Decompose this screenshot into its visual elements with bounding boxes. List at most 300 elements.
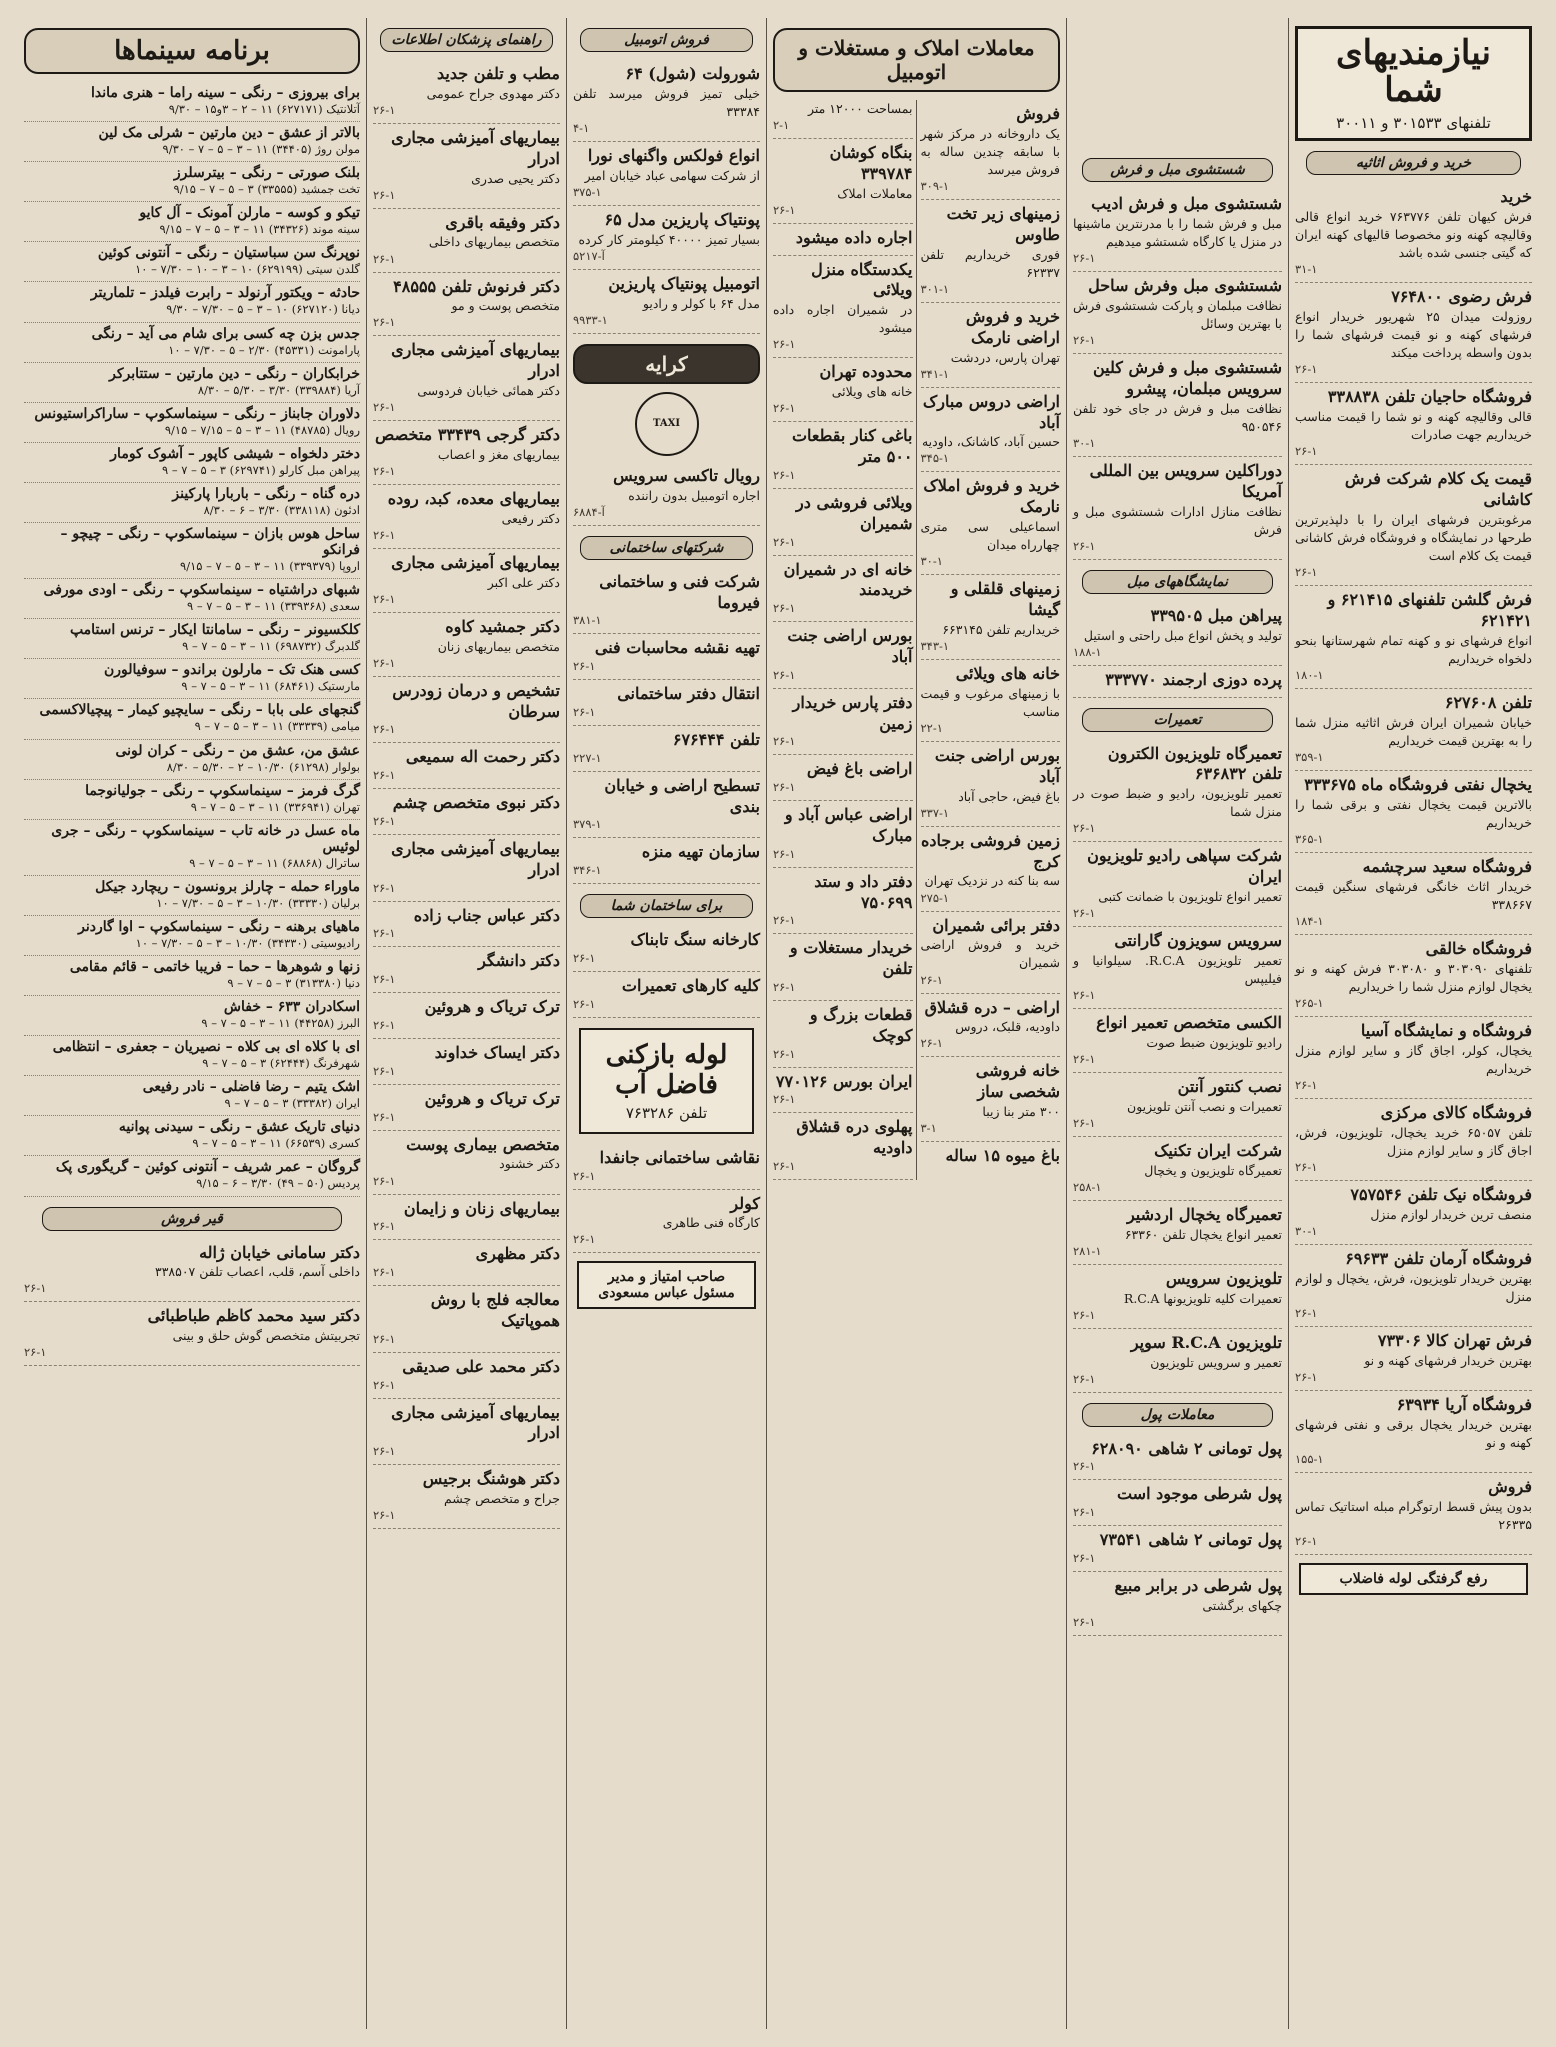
ad-heading: دکتر جمشید کاوه	[445, 616, 560, 636]
ad-heading: تسطیح اراضی و خیابان بندی	[604, 775, 760, 816]
plumbing-ad-box	[579, 1028, 754, 1134]
ad-heading: دلاوران جابناز – رنگی – سینماسکوپ – ساراکراستیونس	[34, 405, 360, 422]
ad-heading: دکتر سید محمد کاظم طباطبائی	[147, 1306, 360, 1326]
masthead-title: نیازمندیهای شما	[1336, 33, 1491, 111]
column-real-estate	[766, 18, 1066, 2029]
cinema-listing	[24, 1156, 360, 1196]
ad-heading: اتومبیل پونتیاک پاریزین	[608, 273, 760, 293]
ad-list	[1073, 190, 1282, 560]
classified-ad	[773, 1001, 913, 1068]
ad-heading: ماوراء حمله – چارلز برونسون – ریچارد جیکل	[95, 878, 360, 895]
section-header: قیر فروش	[42, 1207, 342, 1231]
ad-code: ۲۶-۱	[1073, 1459, 1096, 1474]
ad-code: ۲۶-۱	[773, 913, 796, 928]
ad-code: ۲۶-۱	[773, 780, 796, 795]
ad-heading: فرش تهران کالا ۷۳۳۰۶	[1377, 1331, 1532, 1351]
classified-ad	[1295, 771, 1532, 853]
ad-body: متخصص پوست و مو	[451, 298, 560, 314]
ad-code: ۲۶-۱	[773, 468, 796, 482]
ad-code: ۲۶-۱	[1295, 1534, 1318, 1549]
section-header: راهنمای پزشکان اطلاعات	[380, 28, 553, 52]
ad-heading: قیمت یک کلام شرکت فرش کاشانی	[1344, 469, 1532, 509]
ad-body: بدون پیش قسط ارتوگرام مبله استاتیک تماس ۲۶۳۳۵	[1295, 1499, 1532, 1533]
ad-heading: متخصص بیماری پوست	[406, 1134, 560, 1154]
ad-heading: شرکت ایران تکنیک	[1154, 1140, 1282, 1160]
ad-heading: نصب کنتور آنتن	[1177, 1077, 1282, 1097]
classified-ad	[773, 868, 913, 935]
ad-heading: پول تومانی ۲ شاهی ۶۲۸۰۹۰	[1091, 1438, 1282, 1458]
classified-ad	[573, 680, 760, 726]
ad-code: ۲۶-۱	[373, 1018, 396, 1033]
ad-code: ۲۶-۱	[573, 1232, 596, 1247]
ad-heading: فروشگاه نیک تلفن ۷۵۷۵۴۶	[1350, 1185, 1532, 1205]
ad-heading: معالجه فلج با روش هموپاتیک	[430, 1290, 560, 1330]
classified-ad	[1073, 1009, 1282, 1073]
ad-heading: شستشوی مبل و فرش کلین سرویس مبلمان، پیشرو	[1092, 358, 1282, 398]
classified-ad	[921, 827, 1061, 912]
ad-heading: اراضی باغ فیض	[806, 759, 913, 779]
classified-ad	[373, 1240, 560, 1286]
ad-heading: تلویزیون سرویس	[1165, 1268, 1282, 1288]
ad-heading: فروشگاه آرمان تلفن ۶۹۶۳۳	[1345, 1249, 1532, 1269]
ad-body: گلدن سیتی (۶۲۹۱۹۹) ۱۰ – ۳ – ۱۰ – ۷/۳۰ – ۱۰	[135, 262, 360, 277]
ad-body: مارستیک (۶۸۴۶۱) ۱۱ – ۳ – ۵ – ۷ – ۹	[181, 679, 360, 694]
ad-heading: اجاره داده میشود	[795, 227, 913, 247]
ad-code: ۲-۱	[773, 118, 790, 133]
ad-code: ۲۶-۱	[373, 187, 396, 202]
classified-ad	[773, 1068, 913, 1114]
ad-heading: بلنک صورتی – رنگی – بیترسلرز	[173, 165, 360, 182]
ad-body: نظافت مبل و فرش در جای خود تلفن ۹۵۰۵۴۶	[1073, 400, 1282, 434]
ad-code: ۱۵۵-۱	[1295, 1452, 1324, 1467]
ad-code: ۲۶-۱	[373, 1173, 396, 1188]
ad-heading: ویلائی فروشی در شمیران	[796, 493, 913, 533]
ad-heading: دفتر داد و ستد ۷۵۰۶۹۹	[814, 871, 913, 912]
ad-list	[573, 568, 760, 884]
ad-code: ۲۶-۱	[373, 1377, 396, 1392]
ad-code: ۲۶-۱	[573, 950, 596, 965]
cinema-listing	[24, 122, 360, 162]
ad-code: ۲۶-۱	[373, 1219, 396, 1234]
ad-code: ۲۶-۱	[1295, 1306, 1318, 1321]
ad-heading: شبهای دراشتیاه – سینماسکوپ – رنگی – اودی مورفی	[43, 582, 360, 599]
ad-code: ۳۴۵-۱	[920, 451, 950, 466]
ad-code: ۲۶-۱	[373, 591, 396, 606]
ad-heading: دکتر عباس جناب زاده	[413, 905, 560, 925]
ad-code: ۲۶-۱	[1073, 1052, 1096, 1067]
ad-heading: خرید	[1500, 186, 1532, 206]
classified-ad	[24, 1239, 360, 1303]
ad-body: دیانا (۶۲۷۱۲۰) ۱۰ – ۳ – ۵ – ۷/۳۰ – ۹/۳۰	[166, 302, 360, 317]
ad-code: ۲۶-۱	[1073, 251, 1096, 266]
ad-code: ۲۵۸-۱	[1073, 1179, 1102, 1194]
classified-ad	[1073, 927, 1282, 1009]
ad-body: با زمینهای مرغوب و قیمت مناسب	[920, 685, 1060, 719]
classified-ad	[573, 60, 760, 142]
ad-heading: رویال تاکسی سرویس	[613, 465, 760, 485]
ad-body: خرید و فروش اراضی شمیران	[920, 937, 1060, 971]
classified-ad	[373, 835, 560, 902]
ad-body: فوری خریداریم تلفن ۶۲۳۳۷	[920, 246, 1060, 280]
ad-body: فرش کیهان تلفن ۷۶۳۷۷۶ خرید انواع قالی وقالیچه کهنه ونو مخصوصا قالیهای کهنه ایران که گیتی جنسی شده باشد	[1295, 208, 1532, 260]
classified-ad	[773, 139, 913, 224]
ad-heading: اراضی عباس آباد و مبارک	[784, 805, 913, 845]
ad-code: ۲۶-۱	[373, 1109, 396, 1124]
classified-ad	[373, 485, 560, 549]
ad-list	[1073, 740, 1282, 1393]
classified-ad	[1295, 1473, 1532, 1555]
ad-body: سعدی (۳۳۹۳۶۸) ۱۱ – ۳ – ۵ – ۷ – ۹	[187, 599, 360, 614]
ad-list	[373, 60, 560, 1529]
classified-ad	[573, 462, 760, 526]
ad-heading: خرید و فروش املاک نارمک	[923, 476, 1060, 517]
section-banner: برنامه سینماها	[24, 28, 360, 74]
ad-body: تعمیر انواع یخچال تلفن ۶۳۳۶۰	[1124, 1226, 1282, 1242]
ad-heading: تعمیرگاه تلویزیون الکترون تلفن ۶۳۶۸۳۲	[1107, 743, 1282, 784]
ad-heading: ترک تریاک و هروئین	[424, 1088, 560, 1108]
classified-ad	[773, 1113, 913, 1180]
ad-heading: فروشگاه خالقی	[1425, 939, 1532, 959]
ad-heading: فروشگاه آریا ۶۳۹۳۴	[1396, 1395, 1532, 1415]
classified-ad	[921, 200, 1061, 303]
ad-body: پیراهن مبل کارلو (۶۲۹۷۴۱) ۳ – ۵ – ۷ – ۹	[162, 462, 360, 477]
ad-body: از شرکت سهامی عباد خیابان امیر	[584, 167, 760, 183]
classified-ad	[373, 1039, 560, 1085]
ad-code: ۲۶-۱	[920, 1036, 943, 1051]
classified-ad	[773, 934, 913, 1001]
classified-ad	[1295, 1327, 1532, 1391]
classified-ad	[921, 660, 1061, 742]
ad-heading: شرکت سپاهی رادیو تلویزیون ایران	[1087, 846, 1282, 887]
ad-body: نظافت مبلمان و پارکت شستشوی فرش با بهترین وسائل	[1073, 297, 1282, 331]
ad-code: ۲۶-۱	[1295, 1078, 1318, 1093]
ad-code: ۳۰۹-۱	[920, 179, 950, 194]
ad-code: ۲۶-۱	[373, 768, 396, 783]
ad-heading: بیماریهای آمیزشی مجاری ادرار	[391, 1402, 560, 1443]
ad-heading: دکتر محمد علی صدیقی	[402, 1356, 560, 1376]
ad-code: ۲۶-۱	[1073, 1307, 1096, 1322]
ad-heading: عشق من، عشق من – رنگی – کران لونی	[115, 742, 360, 759]
classified-ad	[573, 726, 760, 772]
classified-ad	[773, 689, 913, 756]
cinema-listing	[24, 443, 360, 483]
ad-code: ۲۶-۱	[920, 972, 943, 987]
ad-heading: شستشوی مبل وفرش ساحل	[1088, 276, 1282, 296]
classified-ad	[773, 755, 913, 801]
cinema-listing	[24, 82, 360, 122]
ad-body: مولن روژ (۳۴۴۰۵) ۱۱ – ۳ – ۵ – ۷ – ۹/۳۰	[162, 142, 360, 157]
ad-body: دکتر رفیعی	[501, 510, 560, 526]
cinema-listing	[24, 579, 360, 619]
classified-ad	[773, 556, 913, 623]
classified-ad	[373, 1286, 560, 1353]
ad-body: خیابان شمیران ایران فرش اثاثیه منزل شما را به بهترین قیمت خریداریم	[1295, 714, 1532, 748]
ad-code: ۲۶-۱	[373, 1331, 396, 1346]
ad-heading: مطب و تلفن جدید	[436, 64, 560, 83]
ad-code: ۲۶-۱	[1073, 333, 1096, 348]
ad-heading: کارخانه سنگ تابناک	[630, 930, 760, 950]
classified-ad	[1295, 689, 1532, 771]
ad-heading: فروشگاه حاجیان تلفن ۳۳۸۸۳۸	[1327, 387, 1532, 407]
ad-body: تعمیرات و نصب آنتن تلویزیون	[1127, 1098, 1282, 1114]
ad-body: خریدار اثاث خانگی فرشهای سنگین قیمت ۳۳۸۶۶۷	[1295, 878, 1532, 912]
ad-body: تهران (۳۳۶۹۴۱) ۱۱ – ۳ – ۵ – ۷ – ۹	[190, 799, 360, 814]
ad-code: ۳۰-۱	[1073, 435, 1096, 450]
classified-ad	[373, 947, 560, 993]
ad-code: ۲۶-۱	[773, 202, 796, 217]
ad-code: ۲۶-۱	[773, 601, 796, 616]
classified-ad	[373, 1085, 560, 1131]
ad-code: ۲۶-۱	[373, 880, 396, 895]
ad-code: ۲۶-۱	[373, 400, 396, 415]
cinema-listing	[24, 403, 360, 443]
ad-heading: زمینهای زیر تخت طاوس	[946, 204, 1060, 244]
cinema-listing	[24, 202, 360, 242]
ad-heading: کلیه کارهای تعمیرات	[621, 975, 760, 995]
ad-body: سه بنا کنه در نزدیک تهران	[924, 873, 1060, 889]
section-header: برای ساختمان شما	[580, 894, 753, 918]
ad-code: ۲۸۱-۱	[1073, 1243, 1102, 1258]
ad-body: در شمیران اجاره داده میشود	[773, 302, 913, 336]
ad-code: ۲۶-۱	[1073, 906, 1096, 921]
ad-list	[1073, 1435, 1282, 1636]
plumbing-ad-title: لوله بازکنی فاضل آب	[605, 1039, 728, 1100]
classified-ad	[573, 838, 760, 884]
ad-heading: دکتر مظهری	[475, 1244, 560, 1264]
ad-code: ۲۶-۱	[373, 102, 396, 117]
ad-heading: شورولت (شول) ۶۴	[625, 64, 760, 83]
ad-heading: ایران بورس ۷۷۰۱۲۶	[775, 1071, 913, 1091]
ad-heading: دکتر فرنوش تلفن ۴۸۵۵۵	[393, 276, 560, 296]
section-header: تعمیرات	[1082, 708, 1274, 732]
ad-code: ۲۶-۱	[1073, 988, 1096, 1003]
ad-code: ۲۶-۱	[373, 1444, 396, 1459]
ad-heading: شرکت فنی و ساختمانی فیروما	[599, 571, 760, 612]
plumbing-ad-phone: تلفن ۷۶۳۲۸۶	[625, 1103, 708, 1122]
ad-code: ۲۶-۱	[373, 1508, 396, 1523]
ad-heading: فرش رضوی ۷۶۴۸۰۰	[1391, 286, 1532, 306]
ad-heading: دختر دلخواه – شیشی کاپور – آشوک کومار	[110, 445, 360, 462]
ad-code: ۳۴۳-۱	[920, 639, 950, 654]
cinema-listing	[24, 996, 360, 1036]
ad-body: تعمیر و سرویس تلویزیون	[1150, 1354, 1282, 1370]
ad-heading: کلکسیونر – رنگی – سامانتا ایکار – ترنس استامپ	[69, 622, 360, 639]
ad-body: تعمیر انواع تلویزیون با ضمانت کتبی	[1098, 888, 1282, 904]
ad-body: دکتر علی اکبر	[487, 574, 560, 590]
ad-body: تولید و پخش انواع مبل راحتی و استیل	[1083, 627, 1282, 643]
ad-heading: دکتر گرجی ۳۳۴۳۹ متخصص	[375, 425, 560, 445]
ad-code: ۲۶-۱	[1073, 538, 1096, 553]
cinema-listing	[24, 162, 360, 202]
ad-heading: انواع فولکس واگنهای نورا	[587, 146, 760, 166]
ad-body: تهران پارس، دردشت	[950, 349, 1060, 365]
ad-list	[1295, 183, 1532, 1555]
ad-heading: شستشوی مبل و فرش ادیب	[1091, 194, 1282, 213]
column-furniture	[1288, 18, 1538, 2029]
ad-heading: فروشگاه و نمایشگاه آسیا	[1360, 1021, 1532, 1041]
ad-code: ۲۶-۱	[573, 1168, 596, 1183]
section-header: فروش اتومبیل	[580, 28, 753, 52]
column-doctors	[366, 18, 566, 2029]
ad-body: ادئون (۳۳۸۱۱۸) ۳/۳۰ – ۶ – ۸/۳۰	[203, 502, 360, 517]
ad-heading: دنیای تاریک عشق – رنگی – سیدنی پوانیه	[118, 1119, 360, 1136]
ad-body: اجاره اتومبیل بدون راننده	[628, 487, 760, 503]
ad-code: ۳۰۱-۱	[920, 282, 950, 297]
publisher-box: صاحب امتیاز و مدیر مسئول عباس مسعودی	[577, 1261, 756, 1309]
ad-body: تخت جمشید (۳۳۵۵۵) ۳ – ۵ – ۷ – ۹/۱۵	[173, 182, 360, 197]
classified-ad	[573, 1144, 760, 1190]
classified-ad	[573, 772, 760, 839]
ad-code: ۲۶-۱	[573, 659, 596, 674]
ad-heading: بورس اراضی جنت آباد	[787, 626, 913, 666]
ad-heading: فروشگاه کالای مرکزی	[1380, 1103, 1532, 1123]
ad-heading: خانه ای در شمیران خریدمند	[783, 559, 913, 600]
ad-code: ۳۵۹-۱	[1295, 750, 1324, 765]
classified-ad	[573, 568, 760, 635]
cinema-listing	[24, 363, 360, 403]
ad-body: اروپا (۳۳۹۳۷۹) ۱۱ – ۳ – ۵ – ۷ – ۹/۱۵	[180, 559, 360, 574]
cinema-listing	[24, 1116, 360, 1156]
classified-ad	[921, 303, 1061, 388]
ad-body: یک داروخانه در مرکز شهر با سابقه چندین ساله به فروش میرسد	[920, 125, 1060, 178]
ad-code: ۲۲۷-۱	[573, 750, 602, 765]
ad-code: ۳۳۷-۱	[920, 805, 950, 820]
cinema-listing	[24, 780, 360, 820]
classified-ad	[773, 622, 913, 689]
cinema-listing	[24, 1076, 360, 1116]
classified-ad	[1073, 457, 1282, 560]
ad-heading: بیماریهای زنان و زایمان	[403, 1198, 560, 1218]
classified-ad	[773, 801, 913, 868]
classified-ad	[1295, 465, 1532, 586]
ad-body: بهترین خریدار فرشهای کهنه و نو	[1364, 1353, 1532, 1369]
ad-body: پارامونت (۴۵۳۳۱) ۲/۳۰ – ۵ – ۷/۳۰ – ۱۰	[168, 342, 360, 357]
ad-body: روزولت میدان ۲۵ شهریور خریدار انواع فرشهای کهنه و نو قیمت فرشهای شما را بدون واسطه پرداخت میکند	[1295, 308, 1532, 360]
classified-ad	[373, 902, 560, 948]
classified-ad	[921, 742, 1061, 827]
ad-heading: تشخیص و درمان زودرس سرطان	[392, 680, 560, 721]
ad-heading: تلفن ۶۷۶۴۴۴	[672, 729, 760, 749]
ad-body: میامی (۳۳۳۳۹) ۱۱ – ۳ – ۵ – ۷ – ۹	[194, 719, 360, 734]
ad-code: ۲۶-۱	[773, 846, 796, 861]
ad-code: ۵۲۱۷-آ	[573, 248, 605, 263]
ad-body: دکتر مهدوی جراح عمومی	[426, 85, 560, 101]
ad-code: ۲۶-۱	[1073, 1551, 1096, 1566]
ad-code: ۹۹۳۳-۱	[573, 312, 608, 327]
cinema-listing	[24, 956, 360, 996]
classified-ad	[573, 206, 760, 270]
ad-list	[1073, 602, 1282, 698]
ad-body: متخصص بیماریهای زنان	[437, 638, 560, 654]
ad-code: ۲۶-۱	[773, 1046, 796, 1061]
classified-ad	[1073, 1329, 1282, 1393]
ad-heading: محدوده تهران	[819, 362, 913, 382]
ad-heading: فروش	[1488, 1477, 1532, 1497]
ad-heading: اشک یتیم – رضا فاضلی – نادر رفیعی	[142, 1079, 360, 1096]
ad-code: ۲۶-۱	[373, 315, 396, 330]
ad-heading: تیکو و کوسه – مارلن آمونک – آل کایو	[139, 205, 360, 222]
ad-code: ۳۰-۱	[920, 554, 943, 569]
ad-code: ۲۶-۱	[1073, 1614, 1096, 1629]
ad-heading: تهیه نقشه محاسبات فنی	[594, 638, 760, 658]
ad-body: کارگاه فنی طاهری	[662, 1215, 760, 1231]
ad-code: ۴-۱	[573, 121, 590, 136]
ad-code: ۲۶-۱	[373, 722, 396, 737]
ad-heading: بالاتر از عشق – دین مارتین – شرلی مک لین	[98, 125, 360, 142]
ad-heading: تلویزیون R.C.A سوپر	[1130, 1332, 1282, 1352]
classified-ad	[773, 224, 913, 256]
classified-ad	[1295, 935, 1532, 1017]
ad-heading: تعمیرگاه یخچال اردشیر	[1126, 1204, 1282, 1224]
classified-ad	[373, 789, 560, 835]
classified-ad	[1073, 1480, 1282, 1526]
ad-heading: یخچال نفتی فروشگاه ماه ۳۳۳۶۷۵	[1304, 775, 1532, 795]
classified-ad	[1073, 1526, 1282, 1572]
ad-body: پردیس (۵۰ – ۴۹) ۳/۳۰ – ۶ – ۹/۱۵	[196, 1176, 360, 1191]
ad-code: ۲۶-۱	[1295, 1370, 1318, 1385]
classified-ad	[1073, 1265, 1282, 1329]
ad-heading: خانه فروشی شخصی ساز	[975, 1061, 1060, 1102]
ad-code: ۲۶-۱	[373, 528, 396, 543]
ad-body: ۳۰۰ متر بنا زیبا	[982, 1104, 1060, 1120]
ad-heading: بیماریهای آمیزشی مجاری	[391, 553, 560, 573]
ad-code: ۲۶-۱	[373, 1063, 396, 1078]
ad-heading: فروش	[1016, 104, 1060, 123]
ad-heading: دکتر ایساک خداوند	[434, 1043, 560, 1063]
classified-ad	[373, 677, 560, 744]
footer-ad: رفع گرفتگی لوله فاضلاب	[1299, 1563, 1528, 1595]
ad-code: ۱۸۰-۱	[1295, 667, 1324, 682]
ad-body: یخچال، کولر، اجاق گاز و سایر لوازم منزل خریداریم	[1295, 1042, 1532, 1077]
ad-heading: اسکادران ۶۳۳ – خفاش	[223, 999, 360, 1016]
classified-ad	[921, 575, 1061, 660]
ad-heading: ترک تریاک و هروئین	[424, 997, 560, 1017]
classified-ad	[373, 743, 560, 789]
ad-body: خیلی تمیز فروش میرسد تلفن ۳۳۳۸۴	[573, 85, 760, 119]
classified-ad	[1073, 354, 1282, 457]
ad-body: چکهای برگشتی	[1202, 1597, 1282, 1613]
ad-code: ۳۰-۱	[1295, 1224, 1318, 1239]
classified-ad	[1073, 602, 1282, 666]
classified-ad	[1073, 1572, 1282, 1636]
ad-body: ایران (۳۳۳۸۲) ۳ – ۵ – ۷ – ۹	[224, 1096, 360, 1111]
classified-ad	[773, 422, 913, 489]
ad-code: ۶۸۸۴-آ	[573, 504, 605, 519]
ad-heading: ساحل هوس بازان – سینماسکوپ – رنگی – چیچو – فرانکو	[60, 526, 360, 559]
ad-body: اسماعیلی سی متری چهارراه میدان	[920, 519, 1060, 553]
ad-heading: بیماریهای آمیزشی مجاری ادرار	[391, 340, 560, 381]
ad-body: منصف ترین خریدار لوازم منزل	[1370, 1207, 1532, 1223]
classified-ad	[373, 993, 560, 1039]
ad-heading: خرابکاران – رنگی – دین مارتین – ستتابرکر	[109, 365, 360, 382]
ad-code: ۲۶-۱	[373, 1265, 396, 1280]
ad-body: دکتر همائی خیابان فردوسی	[417, 383, 560, 399]
ad-heading: یکدستگاه منزل ویلائی	[811, 259, 913, 300]
ad-code: ۲۶-۱	[1073, 1505, 1096, 1520]
section-banner: معاملات املاک و مستغلات و اتومبیل	[773, 28, 1060, 92]
classified-ad	[773, 256, 913, 359]
cinema-listing	[24, 523, 360, 579]
ad-body: مدل ۶۴ با کولر و رادیو	[642, 295, 760, 311]
classified-ad	[573, 926, 760, 972]
ad-body: کسری (۶۶۵۳۹) ۱۱ – ۳ – ۵ – ۷ – ۹	[192, 1136, 360, 1151]
classified-ad	[373, 1465, 560, 1529]
classified-ad	[921, 100, 1061, 200]
classified-ad	[1073, 1073, 1282, 1137]
ad-code: ۲۶-۱	[1295, 1160, 1318, 1175]
ad-code: ۲۷۵-۱	[920, 890, 950, 905]
classified-ad	[573, 142, 760, 206]
